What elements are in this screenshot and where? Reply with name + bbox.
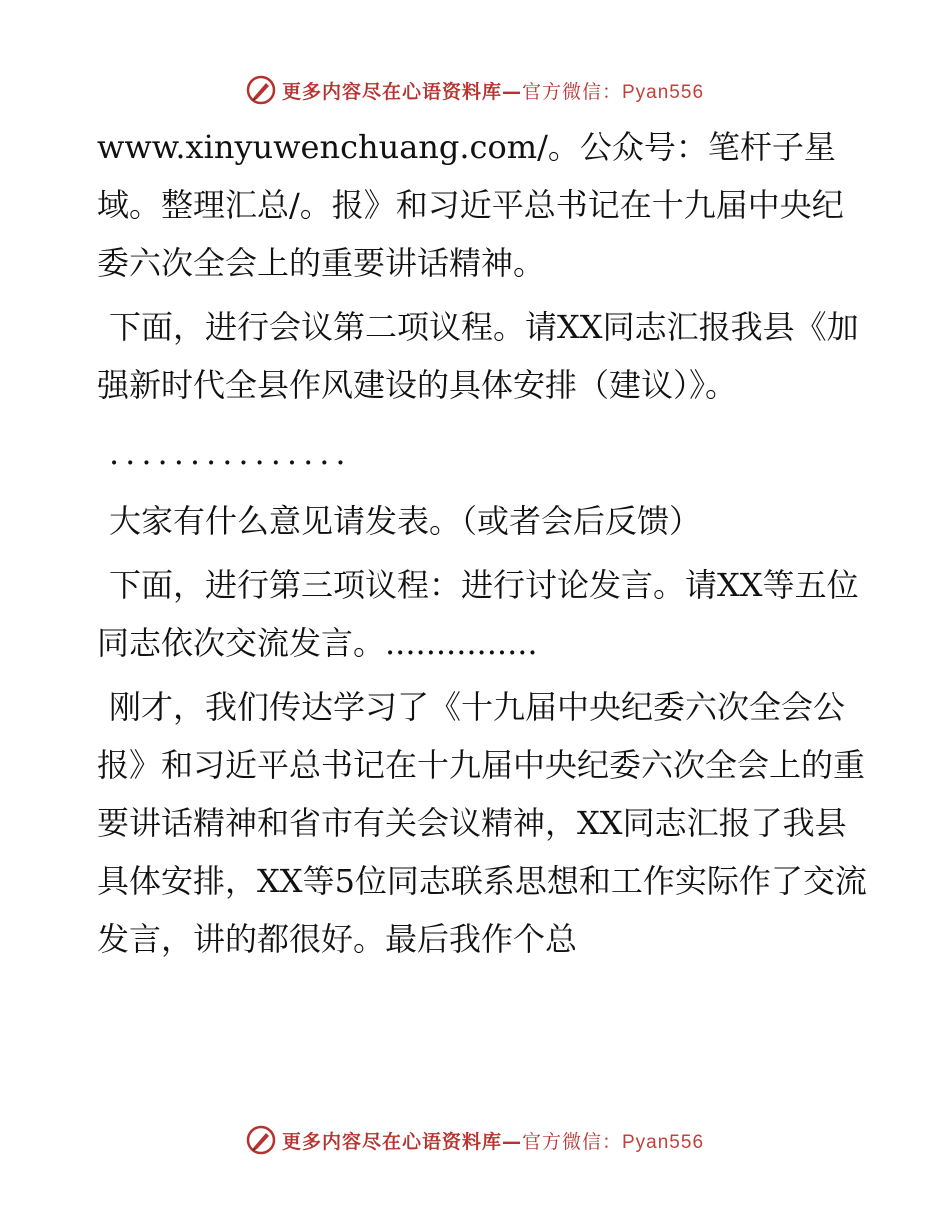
banner-text: [282, 1127, 704, 1154]
banner-main: 更多内容尽在心语资料库: [281, 80, 502, 103]
header-banner: [0, 70, 950, 110]
banner-main: 更多内容尽在心语资料库: [281, 1130, 502, 1153]
footer-banner: [0, 1120, 950, 1160]
banner-wechat-id: Pyan556: [622, 1131, 705, 1153]
banner-dash: —: [501, 1130, 522, 1153]
paragraph-5: 刚才，我们传达学习了《十九届中央纪委六次全会公报》和习近平总书记在十九届中央纪委六次全会上的重要讲话精神和省市有关会议精神，XX同志汇报了我县具体安排，XX等5位同志联系思想和工作实际作了交流发言，讲的都很好。最后我作个总: [97, 688, 867, 958]
banner-wechat-label: 官方微信：: [521, 80, 622, 103]
banner-dash: —: [501, 80, 522, 103]
paragraph-ellipsis: ...............: [109, 434, 352, 472]
document-body: [97, 118, 867, 968]
banner-wechat-id: Pyan556: [622, 81, 705, 103]
banner-wechat-label: 官方微信：: [521, 1130, 622, 1153]
paragraph-4: 下面，进行第三项议程：进行讨论发言。请XX等五位同志依次交流发言。...............: [97, 566, 859, 662]
paragraph-1: www.xinyuwenchuang.com/。公众号：笔杆子星域。整理汇总/。报》和习近平总书记在十九届中央纪委六次全会上的重要讲话精神。: [97, 128, 844, 282]
pen-logo-icon: [246, 75, 276, 105]
paragraph-2: 下面，进行会议第二项议程。请XX同志汇报我县《加强新时代全县作风建设的具体安排（建议）》。: [97, 308, 859, 404]
banner-text: [282, 77, 704, 104]
paragraph-3: 大家有什么意见请发表。（或者会后反馈）: [109, 502, 702, 540]
pen-logo-icon: [246, 1125, 276, 1155]
